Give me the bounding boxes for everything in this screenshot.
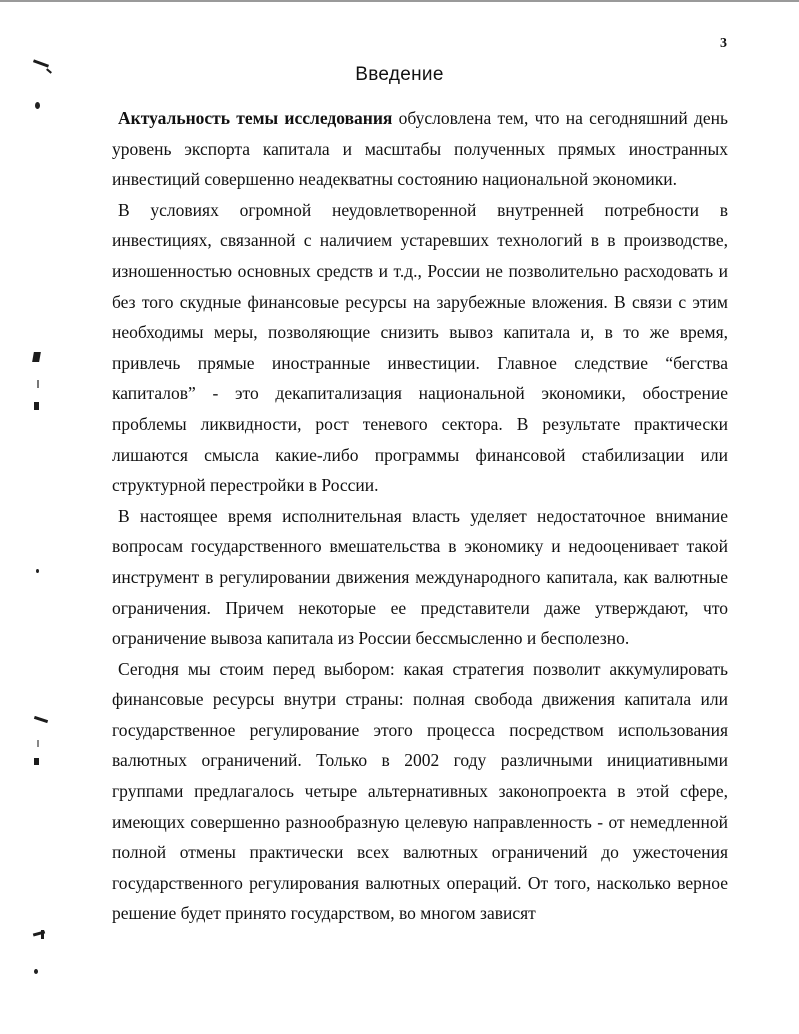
paragraph-2 [112,195,728,501]
paragraph-text: обусловлена тем, что на сегодняшний день уровень экспорта капитала и масштабы полученных прямых иностранных инвестиций совершенно неадекватны состоянию национальной экономики. [112,108,729,190]
page-number: 3 [720,36,727,51]
paragraph-3 [112,501,728,654]
paragraph-text: В настоящее время исполнительная власть уделяет недостаточное внимание вопросам государственного вмешательства в экономику и недооценивает такой инструмент в регулировании движения международного капитала, как валютные ограничения. Причем некоторые ее представители даже утверждают, что ограничение вывоза капитала из России бессмысленно и бесполезно. [112,505,728,649]
scan-top-edge [0,0,799,2]
paragraph-1 [112,103,728,195]
scan-artifact [41,930,44,939]
scan-artifact [37,740,39,747]
scan-artifact [34,716,48,723]
page-title: Введение [355,64,444,85]
scan-artifact [37,380,39,388]
paragraph-text: Сегодня мы стоим перед выбором: какая стратегия позволит аккумулировать финансовые ресурсы внутри страны: полная свобода движения капитала или государственное регулирование этого процесса посредством использования валютных ограничений. Только в 2002 году различными инициативными группами предлагалось четыре альтернативных законопроекта в этой сфере, имеющих совершенно разнообразную целевую направленность - от немедленной полной отмены практически всех валютных ограничений до ужесточения государственного регулирования валютных операций. От того, насколько верное решение будет принято государством, во многом зависят [112,658,728,924]
paragraph-lead: Актуальность темы исследования [118,108,393,128]
scan-artifact [34,402,39,410]
paragraph-4 [112,654,728,929]
scan-artifact [34,758,39,765]
scan-artifact [32,352,41,362]
scan-artifact [36,569,39,573]
paragraph-text: В условиях огромной неудовлетворенной внутренней потребности в инвестициях, связанной с наличием устаревших технологий в в производстве, изношенностью основных средств и т.д., России не позволительно расходовать и без того скудные финансовые ресурсы на зарубежные вложения. В связи с этим необходимы меры, позволяющие снизить вывоз капитала и, в то же время, привлечь прямые иностранные инвестиции. Главное следствие “бегства капиталов” - это декапитализация национальной экономики, обострение проблемы ликвидности, рост теневого сектора. В результате практически лишаются смысла какие-либо программы финансовой стабилизации или структурной перестройки в России. [112,199,728,496]
body-text [112,103,728,929]
scan-artifact [34,969,38,974]
scan-artifact [35,102,40,109]
